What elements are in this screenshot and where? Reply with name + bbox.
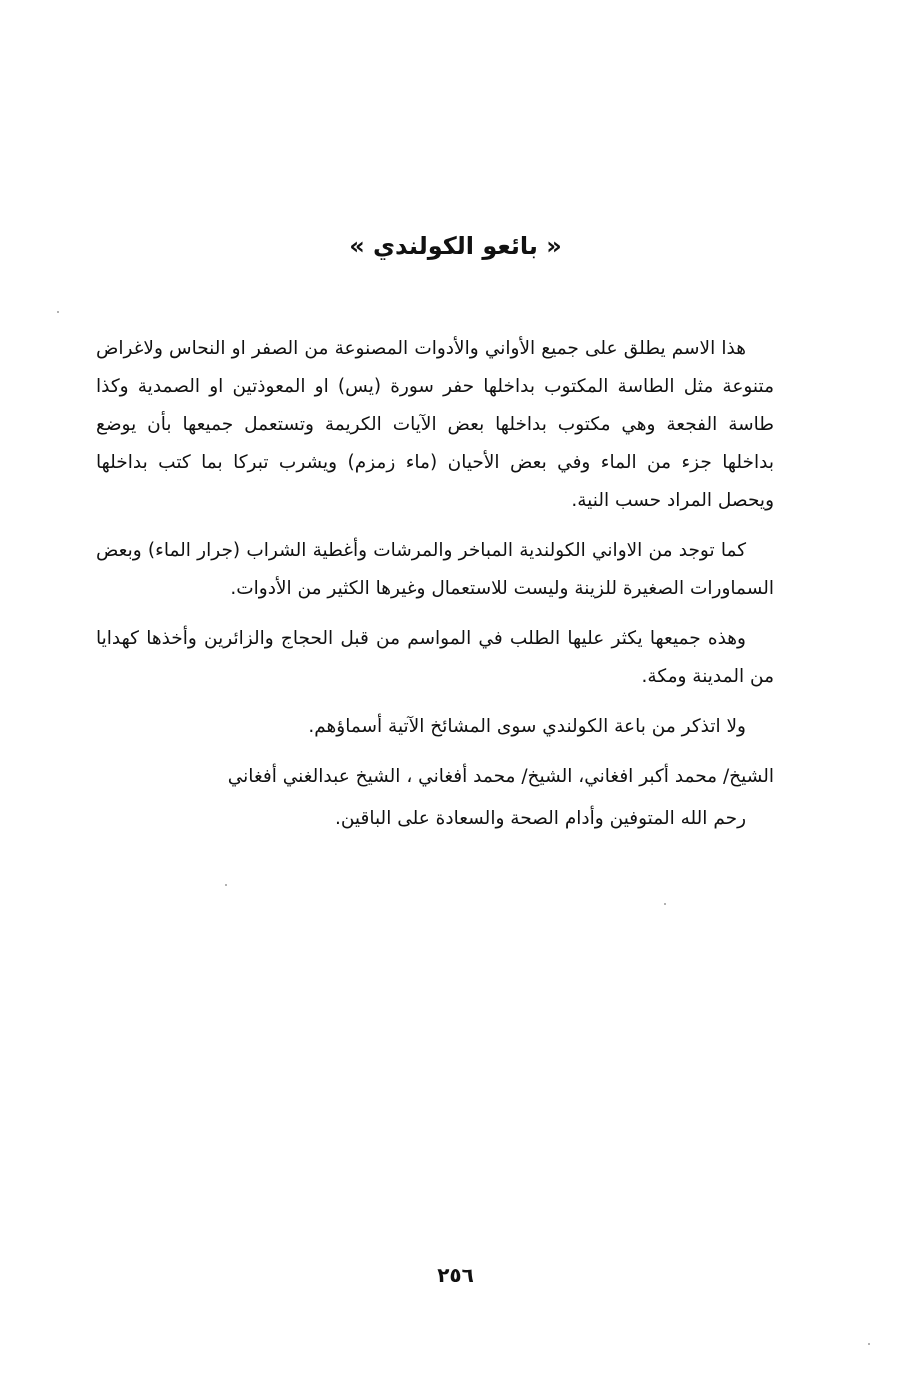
scan-speck <box>225 884 227 886</box>
page-number: ٢٥٦ <box>437 1263 474 1287</box>
scan-speck <box>868 1343 870 1345</box>
scan-speck <box>57 311 59 313</box>
paragraph-demand: وهذه جميعها يكثر عليها الطلب في المواسم من قبل الحجاج والزائرين وأخذها كهدايا من المدينة ومكة. <box>96 628 774 687</box>
paragraph-types: كما توجد من الاواني الكولندية المباخر والمرشات وأغطية الشراب (جرار الماء) وبعض السماورات الصغيرة للزينة وليست للاستعمال وغيرها الكثير من الأدوات. <box>96 540 774 599</box>
page-title: « بائعو الكولندي » <box>349 232 562 260</box>
body-text <box>96 330 774 850</box>
paragraph-closing: رحم الله المتوفين وأدام الصحة والسعادة على الباقين. <box>334 808 746 829</box>
paragraph-intro: هذا الاسم يطلق على جميع الأواني والأدوات المصنوعة من الصفر او النحاس ولاغراض متنوعة مثل الطاسة المكتوب بداخلها حفر سورة (يس) او المعوذتين او الصمدية وكذا طاسة الفجعة وهي مكتوب بداخلها بعض الآيات الكريمة وتستعمل جميعها بأن يوضع بداخلها جزء من الماء وفي بعض الأحيان (ماء زمزم) ويشرب تبركا بما كتب بداخلها ويحصل المراد حسب النية. <box>96 338 774 511</box>
paragraph-seller-names: الشيخ/ محمد أكبر افغاني، الشيخ/ محمد أفغاني ، الشيخ عبدالغني أفغاني <box>227 766 774 787</box>
scan-speck <box>664 903 666 905</box>
paragraph-sellers-intro: ولا اتذكر من باعة الكولندي سوى المشائخ الآتية أسماؤهم. <box>308 716 746 737</box>
